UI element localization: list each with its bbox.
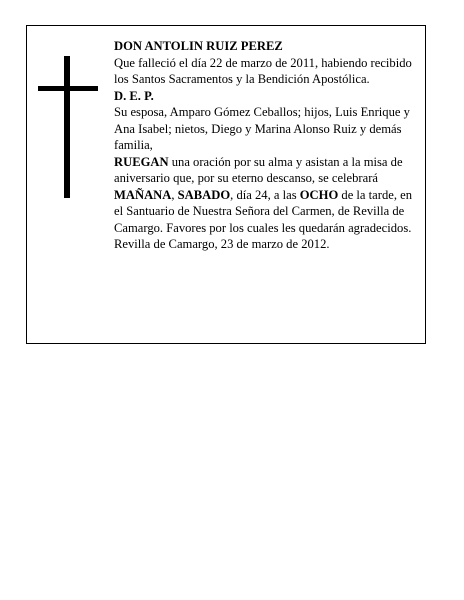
ruegan-word: RUEGAN: [114, 154, 169, 169]
place-and-date: Revilla de Camargo, 23 de marzo de 2012.: [114, 237, 330, 251]
request-text-1: una oración por su alma y asistan a la misa de aniversario que, por su eterno descanso, se celebrará: [114, 154, 403, 185]
request-text-3: de la tarde, en el Santuario de Nuestra Señora del Carmen, de Revilla de Camargo. Favores por los cuales les quedarán agradecidos.: [114, 187, 413, 235]
cross-horizontal-bar: [38, 86, 98, 91]
death-statement: Que falleció el día 22 de marzo de 2011, habiendo recibido los Santos Sacramentos y la Bendición Apostólica.: [114, 55, 412, 86]
manana-word: MAÑANA: [114, 187, 172, 202]
deceased-name: DON ANTOLIN RUIZ PEREZ: [114, 39, 283, 53]
dep-line: D. E. P.: [114, 88, 154, 103]
mass-request: [114, 154, 420, 237]
request-text-2: , día 24, a las: [230, 187, 300, 202]
cross-vertical-bar: [64, 56, 70, 198]
family-list: Su esposa, Amparo Gómez Ceballos; hijos, Luis Enrique y Ana Isabel; nietos, Diego y Marina Alonso Ruiz y demás familia,: [114, 105, 410, 152]
notice-text: [114, 38, 420, 253]
ocho-word: OCHO: [299, 187, 339, 202]
sabado-word: SABADO: [177, 187, 231, 202]
cross-icon: [38, 56, 98, 198]
separator-1: ,: [171, 187, 178, 202]
obituary-notice: [26, 25, 426, 344]
